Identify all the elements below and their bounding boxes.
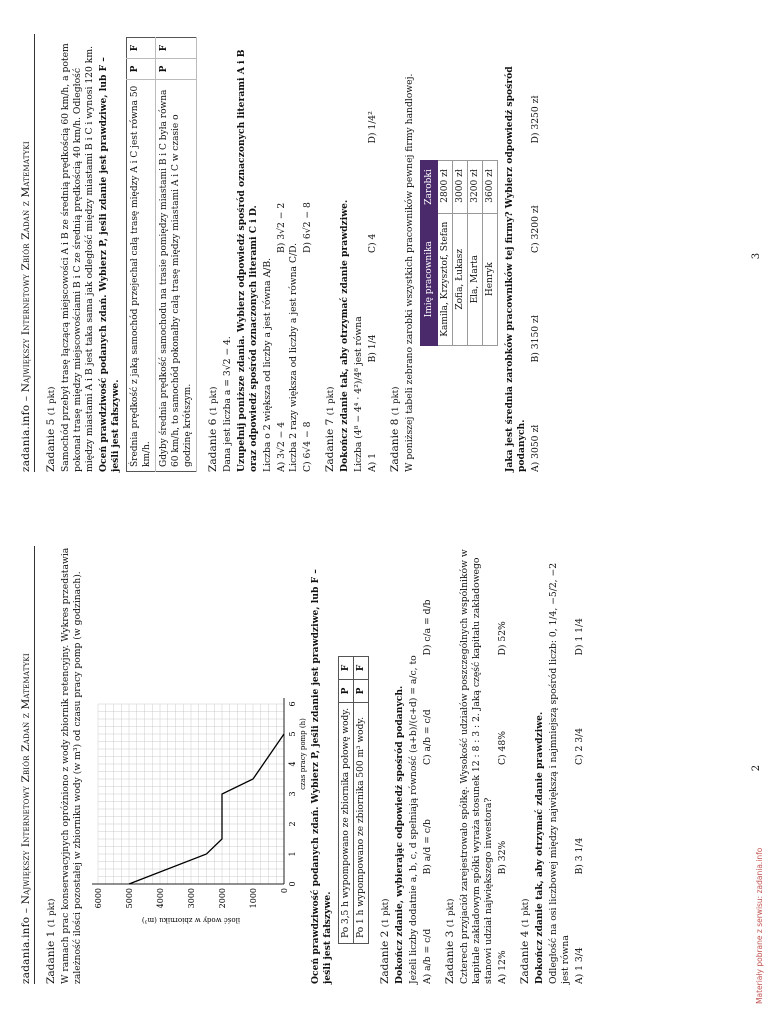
page-2: zadania.info – Największy Internetowy Zbiór Zadań z Matematyki Zadanie 1 (1 pkt) W ramach prac konserwacyjnych opróżniono z wody zbiornik retencyjny. Wykres przedstawia zależność ilości pozostałej w zbiorniku wody (w m³) od czasu pracy pomp (w godzinach). 0 1 2 3 4 5 6 0 1000 2000 3000 4000 5000 6000 czas pracy pomp (h) ilość wody w zbiorniku (m³) Oceń prawdziwość podanych zdań. Wybierz P, jeśli zdanie jest prawdziwe, lub F – jeśli jest fałszywe. Po 3,5 h wypompowano ze zbiornika połowę wody. P F Po 1 h wypompowano ze zbiornika 500 m³ wody. P F Zadanie 2 (1 pkt) Dokończ zdanie, wybierając odpowiedź spośród podanych. Jeżeli liczby dodatnie a, b, c, d spełniają równość (a+b)/(c+d) = a/c, to A) a/b = c/d B) a/d = c/b C) a/b = c/d D) c/a = d/b Zadanie 3 (1 pkt) Czterech przyjaciół zarejestrowało spółkę. Wysokość udziałów poszczególnych wspólników w kapitale zakładowym spółki wyraża stosunek 12 : 8 : 3 : 2. Jaką część kapitału zakładowego stanowi udział największego inwestora? A) 12% B) 32% C) 48% D) 52% Zadanie 4 (1 pkt) Dokończ zdanie tak, aby otrzymać zdanie prawdziwe. Odległość na osi liczbowej między największą i najmniejszą spośród liczb: 0, 1/4, −5/2, −2 jest równa A) 1 3/4 B) 3 1/4 C) 2 3/4 D) 1 1/4 2 Materiały pobrane z serwisu: zadania.info bbox=[0, 512, 768, 1024]
answer-option[interactable]: D) 1 1/4 bbox=[574, 618, 585, 656]
answer-option[interactable]: B) 32% bbox=[497, 840, 508, 875]
task-1-title: Zadanie 1 (1 pkt) bbox=[45, 898, 57, 984]
x-tick-label: 1 bbox=[288, 851, 297, 857]
x-tick-label: 4 bbox=[288, 761, 297, 767]
true-option[interactable]: P bbox=[127, 59, 156, 80]
salary-table: Imię pracownika Zarobki Kamila, Krzysztof, Stefan 2800 zł Zofia, Łukasz 3000 zł Ela, Marta 3200 zł Henryk 3600 zł bbox=[420, 160, 498, 346]
answer-option[interactable]: B) 3 1/4 bbox=[574, 837, 585, 875]
answer-option[interactable]: D) 3250 zł bbox=[530, 95, 541, 144]
table-row: Ela, Marta 3200 zł bbox=[468, 161, 483, 346]
answer-option[interactable]: A) 1 bbox=[367, 453, 378, 472]
task-3-options bbox=[497, 546, 509, 984]
task-7-options bbox=[367, 34, 379, 472]
y-tick-label: 2000 bbox=[218, 888, 227, 909]
task-3-title: Zadanie 3 (1 pkt) bbox=[444, 898, 456, 984]
task-4-title: Zadanie 4 (1 pkt) bbox=[519, 898, 531, 984]
y-tick-label: 4000 bbox=[156, 888, 165, 909]
table-row: Kamila, Krzysztof, Stefan 2800 zł bbox=[438, 161, 453, 346]
task-4-text: Odległość na osi liczbowej między największą i najmniejszą spośród liczb: 0, 1/4, −5/2, −2 jest równa bbox=[548, 562, 571, 984]
true-option[interactable]: P bbox=[354, 679, 369, 702]
task-4-options bbox=[574, 546, 586, 984]
table-row: Po 1 h wypompowano ze zbiornika 500 m³ wody. P F bbox=[354, 656, 369, 943]
false-option[interactable]: F bbox=[354, 656, 369, 679]
table-row: Po 3,5 h wypompowano ze zbiornika połowę wody. P F bbox=[339, 656, 354, 943]
answer-option[interactable]: B) a/d = c/b bbox=[422, 819, 433, 875]
task-1-table bbox=[338, 656, 369, 944]
task-8-text: W poniższej tabeli zebrano zarobki wszystkich pracowników pewnej firmy handlowej. bbox=[404, 73, 415, 472]
false-option[interactable]: F bbox=[127, 38, 156, 59]
task-2-options bbox=[422, 546, 434, 984]
task-2-title: Zadanie 2 (1 pkt) bbox=[379, 898, 391, 984]
water-chart bbox=[86, 546, 306, 984]
x-tick-label: 6 bbox=[288, 701, 297, 707]
false-option[interactable]: F bbox=[339, 656, 354, 679]
x-tick-label: 5 bbox=[288, 731, 297, 737]
x-tick-label: 3 bbox=[288, 791, 297, 797]
x-tick-label: 0 bbox=[288, 881, 297, 887]
answer-option[interactable]: A) 3√2 − 4 bbox=[276, 421, 287, 472]
task-5-table bbox=[126, 37, 197, 472]
task-6-title: Zadanie 6 (1 pkt) bbox=[207, 386, 219, 472]
task-6-given: Dana jest liczba a = 3√2 − 4. bbox=[222, 336, 233, 472]
answer-option[interactable]: A) 1 3/4 bbox=[574, 947, 585, 984]
y-tick-label: 0 bbox=[280, 888, 289, 894]
answer-option[interactable]: D) 1/4² bbox=[367, 111, 378, 144]
page-header: zadania.info – Największy Internetowy Zbiór Zadań z Matematyki bbox=[20, 34, 35, 472]
answer-option[interactable]: C) 4 bbox=[367, 233, 378, 253]
false-option[interactable]: F bbox=[156, 38, 197, 59]
answer-option[interactable]: D) 52% bbox=[497, 621, 508, 656]
y-tick-label: 1000 bbox=[249, 888, 258, 909]
answer-option[interactable]: B) 3√2 − 2 bbox=[276, 202, 287, 253]
answer-option[interactable]: D) c/a = d/b bbox=[422, 599, 433, 656]
table-row: Gdyby średnia prędkość samochodu na trasie pomiędzy miastami B i C była równa 60 km/h, to samochód pokonałby całą trasę między miastami A i C w czasie o godzinę krótszym. P F bbox=[156, 38, 197, 472]
task-2-text: Jeżeli liczby dodatnie a, b, c, d spełniają równość (a+b)/(c+d) = a/c, to bbox=[408, 655, 419, 984]
answer-option[interactable]: D) 6√2 − 8 bbox=[302, 202, 313, 253]
answer-option[interactable]: C) 2 3/4 bbox=[574, 727, 585, 765]
answer-option[interactable]: A) a/b = c/d bbox=[422, 928, 433, 984]
y-tick-label: 6000 bbox=[94, 888, 103, 909]
task-7-text: Liczba (4⁸ − 4⁴ · 4²)/4⁸ jest równa bbox=[353, 316, 364, 472]
task-1-instruction: Oceń prawdziwość podanych zdań. Wybierz P, jeśli zdanie jest prawdziwe, lub F – jeśli jest fałszywe. bbox=[310, 569, 333, 984]
task-8-title: Zadanie 8 (1 pkt) bbox=[389, 386, 401, 472]
table-row: Zofia, Łukasz 3000 zł bbox=[453, 161, 468, 346]
page-3: zadania.info – Największy Internetowy Zbiór Zadań z Matematyki Zadanie 5 (1 pkt) Samochód przebył trasę łączącą miejscowości A i B ze średnią prędkością 60 km/h, a potem pokonał trasę między miejscowościami B i C ze średnią prędkością 40 km/h. Odległość między miastami A i B jest taka sama jak odległość między miastami B i C i wynosi 120 km. Oceń prawdziwość podanych zdań. Wybierz P, jeśli zdanie jest prawdziwe, lub F – jeśli jest fałszywe. Średnia prędkość z jaką samochód przejechał całą trasę między A i C jest równa 50 km/h. P F Gdyby średnia prędkość samochodu na trasie pomiędzy miastami B i C była równa 60 km/h, to samochód pokonałby całą trasę między miastami A i C w czasie o godzinę krótszym. P F Zadanie 6 (1 pkt) Dana jest liczba a = 3√2 − 4. Uzupełnij poniższe zdania. Wybierz odpowiedź spośród oznaczonych literami A i B oraz odpowiedź spośród oznaczonych literami C i D. Liczba o 2 większa od liczby a jest równa A/B. A) 3√2 − 4 B) 3√2 − 2 Liczba 2 razy większa od liczby a jest równa C/D. C) 6√4 − 8 D) 6√2 − 8 Zadanie 7 (1 pkt) Dokończ zdanie tak, aby otrzymać zdanie prawdziwe. Liczba (4⁸ − 4⁴ · 4²)/4⁸ jest równa A) 1 B) 1/4 C) 4 D) 1/4² Zadanie 8 (1 pkt) W poniższej tabeli zebrano zarobki wszystkich pracowników pewnej firmy handlowej. Imię pracownika Zarobki Kamila, Krzysztof, Stefan 2800 zł Zofia, Łukasz 3000 zł Ela, Marta 3200 zł Henryk 3600 zł Jaka jest średnia zarobków pracowników tej firmy? Wybierz odpowiedź spośród podanych. A) 3050 zł B) 3150 zł C) 3200 zł D) 3250 zł 3 bbox=[0, 0, 768, 512]
task-3-text: Czterech przyjaciół zarejestrowało spółkę. Wysokość udziałów poszczególnych wspólników w kapitale zakładowym spółki wyraża stosunek 12 : 8 : 3 : 2. Jaką część kapitału zakładowego stanowi udział największego inwestora? bbox=[459, 549, 494, 984]
y-axis-label: ilość wody w zbiorniku (m³) bbox=[141, 916, 241, 924]
y-tick-label: 3000 bbox=[187, 888, 196, 909]
true-option[interactable]: P bbox=[339, 679, 354, 702]
y-tick-label: 5000 bbox=[125, 888, 134, 909]
table-row: Średnia prędkość z jaką samochód przejechał całą trasę między A i C jest równa 50 km/h. P F bbox=[127, 38, 156, 472]
task-7-title: Zadanie 7 (1 pkt) bbox=[324, 386, 336, 472]
answer-option[interactable]: A) 12% bbox=[497, 950, 508, 984]
watermark: Materiały pobrane z serwisu: zadania.info bbox=[755, 847, 764, 1004]
answer-option[interactable]: C) 6√4 − 8 bbox=[302, 421, 313, 472]
task-1-text: W ramach prac konserwacyjnych opróżniono z wody zbiornik retencyjny. Wykres przedstawia zależność ilości pozostałej w zbiorniku wody (w m³) od czasu pracy pomp (w godzinach). bbox=[60, 547, 83, 984]
answer-option[interactable]: B) 3150 zł bbox=[530, 315, 541, 363]
task-5-title: Zadanie 5 (1 pkt) bbox=[45, 386, 57, 472]
answer-option[interactable]: C) 48% bbox=[497, 731, 508, 765]
page-number: 2 bbox=[751, 764, 762, 772]
answer-option[interactable]: B) 1/4 bbox=[367, 334, 378, 363]
task-5-text: Samochód przebył trasę łączącą miejscowości A i B ze średnią prędkością 60 km/h, a potem pokonał trasę między miejscowościami B i C ze średnią prędkością 40 km/h. Odległość między miastami A i B jest taka sama jak odległość między miastami B i C i wynosi 120 km. bbox=[60, 43, 95, 472]
page-number: 3 bbox=[751, 252, 762, 260]
page-header: zadania.info – Największy Internetowy Zbiór Zadań z Matematyki bbox=[20, 546, 35, 984]
true-option[interactable]: P bbox=[156, 59, 197, 80]
answer-option[interactable]: C) a/b = c/d bbox=[422, 709, 433, 765]
x-axis-label: czas pracy pomp (h) bbox=[299, 718, 307, 790]
task-8-options bbox=[530, 34, 542, 472]
table-row: Henryk 3600 zł bbox=[483, 161, 498, 346]
answer-option[interactable]: A) 3050 zł bbox=[530, 424, 541, 472]
x-tick-label: 2 bbox=[288, 821, 297, 827]
answer-option[interactable]: C) 3200 zł bbox=[530, 205, 541, 253]
